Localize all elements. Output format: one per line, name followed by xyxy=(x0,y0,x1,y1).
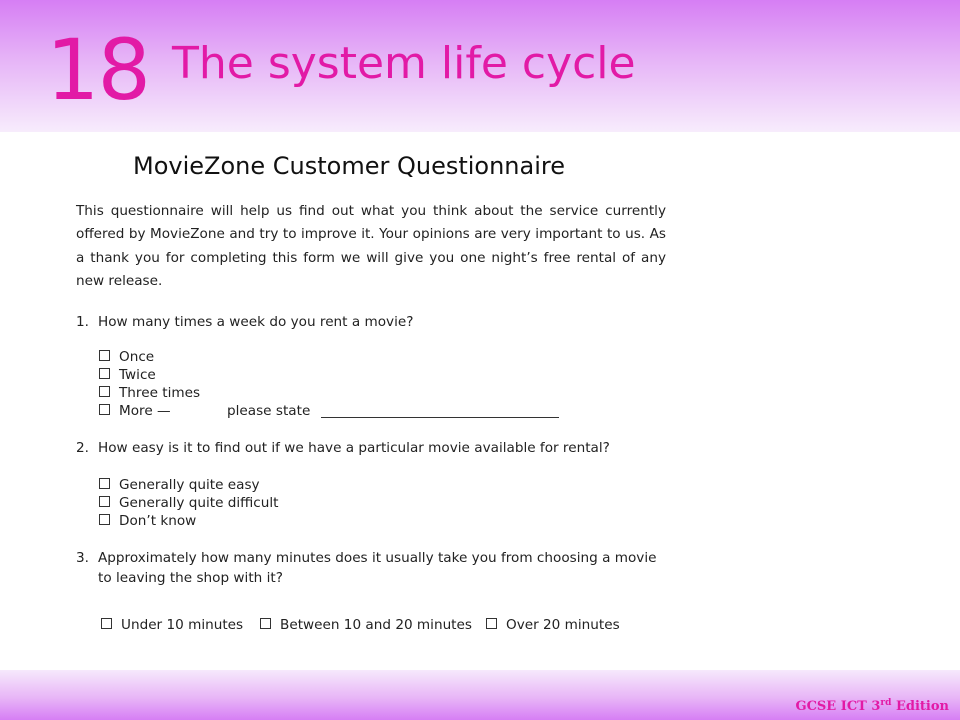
checkbox[interactable] xyxy=(99,386,110,397)
questionnaire-intro: This questionnaire will help us find out what you think about the service currently offered by MovieZone and try to improve it. Your opinions are very important to us. As a thank you for completing this form we will give you one night’s free rental of any new release. xyxy=(76,203,666,290)
option-label: Under 10 minutes xyxy=(121,617,244,633)
option-generally-quite-easy[interactable] xyxy=(99,476,260,494)
edition-label xyxy=(795,698,949,714)
option-twice[interactable] xyxy=(99,366,156,384)
question-text: How many times a week do you rent a movie? xyxy=(98,314,414,330)
checkbox[interactable] xyxy=(99,404,110,415)
option-label: Over 20 minutes xyxy=(506,617,620,633)
question-text: How easy is it to find out if we have a particular movie available for rental? xyxy=(98,440,610,456)
option-label: Between 10 and 20 minutes xyxy=(280,617,472,633)
option-once[interactable] xyxy=(99,348,154,366)
question-1 xyxy=(76,312,676,332)
slide-footer xyxy=(0,670,960,720)
option-label: Generally quite easy xyxy=(119,477,260,493)
chapter-number: 18 xyxy=(46,21,149,119)
checkbox[interactable] xyxy=(101,618,112,629)
question-number: 2. xyxy=(76,440,89,456)
option-label: Don’t know xyxy=(119,513,197,529)
checkbox[interactable] xyxy=(99,350,110,361)
option-generally-quite-difficult[interactable] xyxy=(99,494,279,512)
option-label: Once xyxy=(119,349,155,365)
questionnaire-document xyxy=(0,132,960,670)
checkbox[interactable] xyxy=(260,618,271,629)
option-three-times[interactable] xyxy=(99,384,200,402)
edition-superscript: rd xyxy=(880,698,892,708)
checkbox[interactable] xyxy=(99,368,110,379)
please-state-answer-line[interactable] xyxy=(321,417,559,418)
question-text: Approximately how many minutes does it usually take you from choosing a movie to leaving the shop with it? xyxy=(98,550,657,586)
please-state-label: please state xyxy=(227,403,311,419)
option-more[interactable] xyxy=(99,402,569,420)
slide-title: The system life cycle xyxy=(172,38,636,89)
option-dont-know[interactable] xyxy=(99,512,196,530)
questionnaire-title: MovieZone Customer Questionnaire xyxy=(133,152,565,180)
option-under-10-minutes[interactable] xyxy=(101,616,243,634)
option-label: Twice xyxy=(119,367,156,383)
option-label: Three times xyxy=(119,385,201,401)
option-between-10-and-20-minutes[interactable] xyxy=(260,616,472,634)
edition-suffix: Edition xyxy=(891,699,949,714)
question-number: 3. xyxy=(76,550,89,566)
checkbox[interactable] xyxy=(99,514,110,525)
question-3 xyxy=(76,548,676,588)
question-2 xyxy=(76,438,676,458)
option-over-20-minutes[interactable] xyxy=(486,616,620,634)
checkbox[interactable] xyxy=(99,496,110,507)
edition-prefix: GCSE ICT 3 xyxy=(795,699,881,714)
question-number: 1. xyxy=(76,314,89,330)
checkbox[interactable] xyxy=(486,618,497,629)
checkbox[interactable] xyxy=(99,478,110,489)
slide-header xyxy=(0,0,960,132)
option-label: Generally quite difficult xyxy=(119,495,279,511)
option-label: More — xyxy=(119,403,171,419)
